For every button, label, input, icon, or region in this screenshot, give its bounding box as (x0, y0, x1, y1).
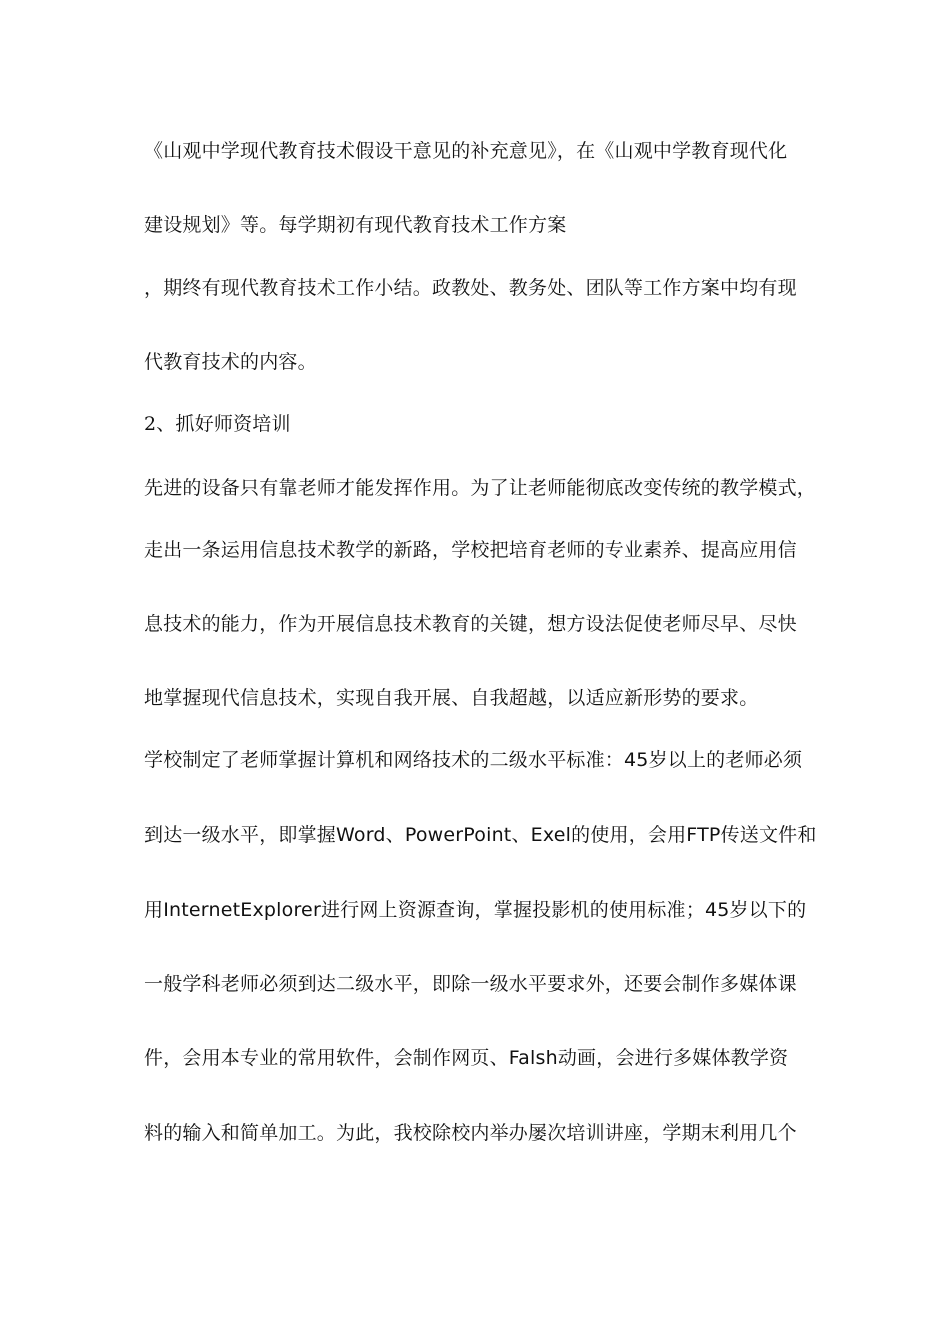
paragraph-line: 到达一级水平，即掌握Word、PowerPoint、Exel的使用，会用FTP传送文件和 (144, 824, 817, 846)
paragraph-line: 先进的设备只有靠老师才能发挥作用。为了让老师能彻底改变传统的教学模式， (144, 477, 817, 499)
paragraph-line: ，期终有现代教育技术工作小结。政教处、教务处、团队等工作方案中均有现 (144, 277, 797, 299)
paragraph-line: 料的输入和简单加工。为此，我校除校内举办屡次培训讲座，学期末利用几个 (144, 1122, 797, 1144)
paragraph-line: 代教育技术的内容。 (144, 351, 317, 373)
paragraph-line: 走出一条运用信息技术教学的新路，学校把培育老师的专业素养、提高应用信 (144, 539, 797, 561)
paragraph-line: 学校制定了老师掌握计算机和网络技术的二级水平标准：45岁以上的老师必须 (144, 749, 803, 771)
section-heading: 2、抓好师资培训 (144, 413, 291, 435)
paragraph-line: 地掌握现代信息技术，实现自我开展、自我超越，以适应新形势的要求。 (144, 687, 759, 709)
paragraph-line: 一般学科老师必须到达二级水平，即除一级水平要求外，还要会制作多媒体课 (144, 973, 797, 995)
paragraph-line: 息技术的能力，作为开展信息技术教育的关键，想方设法促使老师尽早、尽快 (144, 613, 797, 635)
paragraph-line: 《山观中学现代教育技术假设干意见的补充意见》，在《山观中学教育现代化 (144, 140, 788, 162)
paragraph-line: 用InternetExplorer进行网上资源查询，掌握投影机的使用标准；45岁以下的 (144, 899, 807, 921)
paragraph-line: 建设规划》等。每学期初有现代教育技术工作方案 (144, 214, 567, 236)
paragraph-line: 件，会用本专业的常用软件，会制作网页、Falsh动画，会进行多媒体教学资 (144, 1047, 789, 1069)
